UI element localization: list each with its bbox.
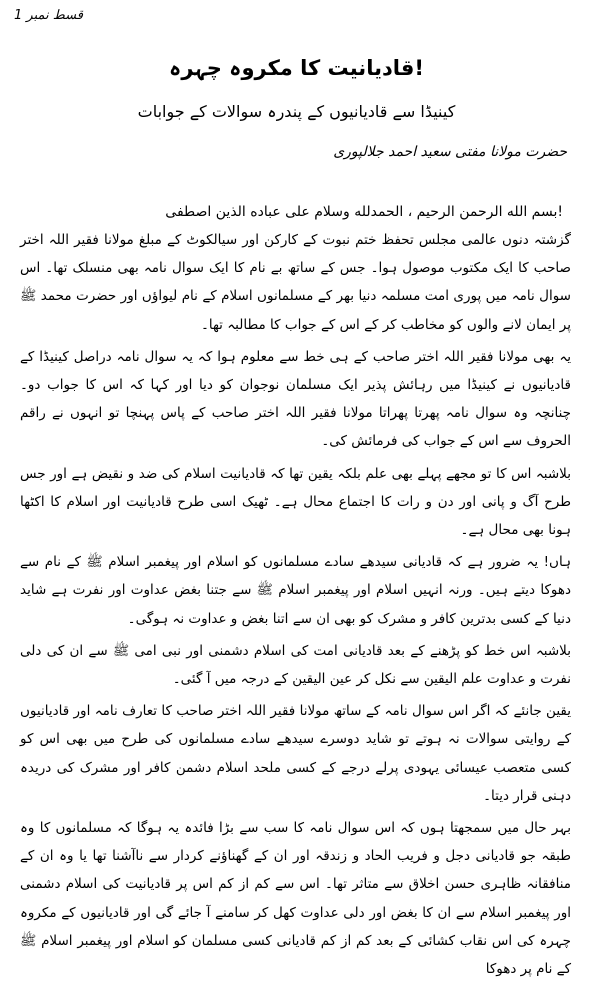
paragraph: یقین جانئے کہ اگر اس سوال نامہ کے ساتھ مولانا فقیر اللہ اختر صاحب کا تعارف نامہ اور قادیانیوں کے روایتی سوالات نہ ہوتے تو شاید دوسرے سیدھے سادے مسلمانوں کی طرح میں بھی اس کو کسی متعصب عیسائی یہودی پرلے درجے کے کسی ملحد اسلام دشمن کافر اور مشرک کی دریدہ دہنی قرار دیتا۔ bbox=[20, 703, 571, 804]
article-subtitle: کینیڈا سے قادیانیوں کے پندرہ سوالات کے جوابات bbox=[137, 102, 456, 121]
paragraph: گزشتہ دنوں عالمی مجلس تحفظ ختم نبوت کے کارکن اور سیالکوٹ کے مبلغ مولانا فقیر اللہ اختر صاحب کا ایک مکتوب موصول ہوا۔ جس کے ساتھ بے نام کا ایک سوال نامہ بھی منسلک تھا۔ اس سوال نامہ میں پوری امت مسلمہ دنیا بھر کے مسلمانوں اسلام کے نام لیواؤں اور حضرت محمد ﷺ پر ایمان لانے والوں کو مخاطب کر کے اس کے جواب کا مطالبہ تھا۔ bbox=[20, 232, 571, 333]
paragraph: بلاشبہ اس کا تو مجھے پہلے بھی علم بلکہ یقین تھا کہ قادیانیت اسلام کی ضد و نقیض ہے اور جس طرح آگ و پانی اور دن و رات کا اجتماع محال ہے۔ ٹھیک اسی طرح قادیانیت اور اسلام کا اکٹھا ہونا بھی محال ہے۔ bbox=[20, 465, 571, 539]
bismillah-line: بسم الله الرحمن الرحيم ، الحمدلله وسلام على عباده الذين اصطفى! bbox=[165, 204, 563, 220]
installment-number: قسط نمبر 1 bbox=[14, 8, 83, 23]
paragraph: بہر حال میں سمجھتا ہوں کہ اس سوال نامہ کا سب سے بڑا فائدہ یہ ہوگا کہ مسلمانوں کا وہ طبقہ جو قادیانی دجل و فریب الحاد و زندقہ اور ان کے گھناؤنے کردار سے ناآشنا تھا یا وہ ان کے منافقانہ ظاہری حسن اخلاق سے متاثر تھا۔ اس سے کم از کم اس پر قادیانیت کی اسلام دشمنی اور پیغمبر اسلام سے ان کا بغض اور دلی عداوت کھل کر سامنے آ جائے گی اور قادیانیوں کے مکروہ چہرہ کی اس نقاب کشائی کے بعد کم از کم قادیانی کسی مسلمان کو اسلام اور پیغمبر اسلام ﷺ کے نام پر دھوکا bbox=[20, 820, 571, 978]
author-name: حضرت مولانا مفتی سعید احمد جلالپوری bbox=[333, 144, 567, 160]
paragraph: ہاں! یہ ضرور ہے کہ قادیانی سیدھے سادے مسلمانوں کو اسلام اور پیغمبر اسلام ﷺ کے نام سے دھوکا دیتے ہیں۔ ورنہ انہیں اسلام اور پیغمبر اسلام ﷺ سے جتنا بغض عداوت اور نفرت ہے شاید دنیا کے کسی بدترین کافر و مشرک کو بھی ان سے اتنا بغض و عداوت نہ ہوگی۔ bbox=[20, 554, 571, 627]
paragraph: یہ بھی مولانا فقیر اللہ اختر صاحب کے ہی خط سے معلوم ہوا کہ یہ سوال نامہ دراصل کینیڈا کے قادیانیوں نے کینیڈا میں رہائش پذیر ایک مسلمان نوجوان کو دیا اور کہا کہ اس کا جواب دو۔ چنانچہ وہ سوال نامہ پھرتا پھراتا مولانا فقیر اللہ اختر صاحب کے پاس پہنچا تو انہوں نے راقم الحروف سے اس کے جواب کی فرمائش کی۔ bbox=[20, 348, 571, 450]
article-body bbox=[20, 226, 571, 987]
paragraph: بلاشبہ اس خط کو پڑھنے کے بعد قادیانی امت کی اسلام دشمنی اور نبی امی ﷺ سے ان کی دلی نفرت و عداوت علم الیقین سے نکل کر عین الیقین کے درجہ میں آ گئی۔ bbox=[20, 642, 571, 688]
article-title: قادیانیت کا مکروہ چہرہ! bbox=[169, 56, 424, 80]
